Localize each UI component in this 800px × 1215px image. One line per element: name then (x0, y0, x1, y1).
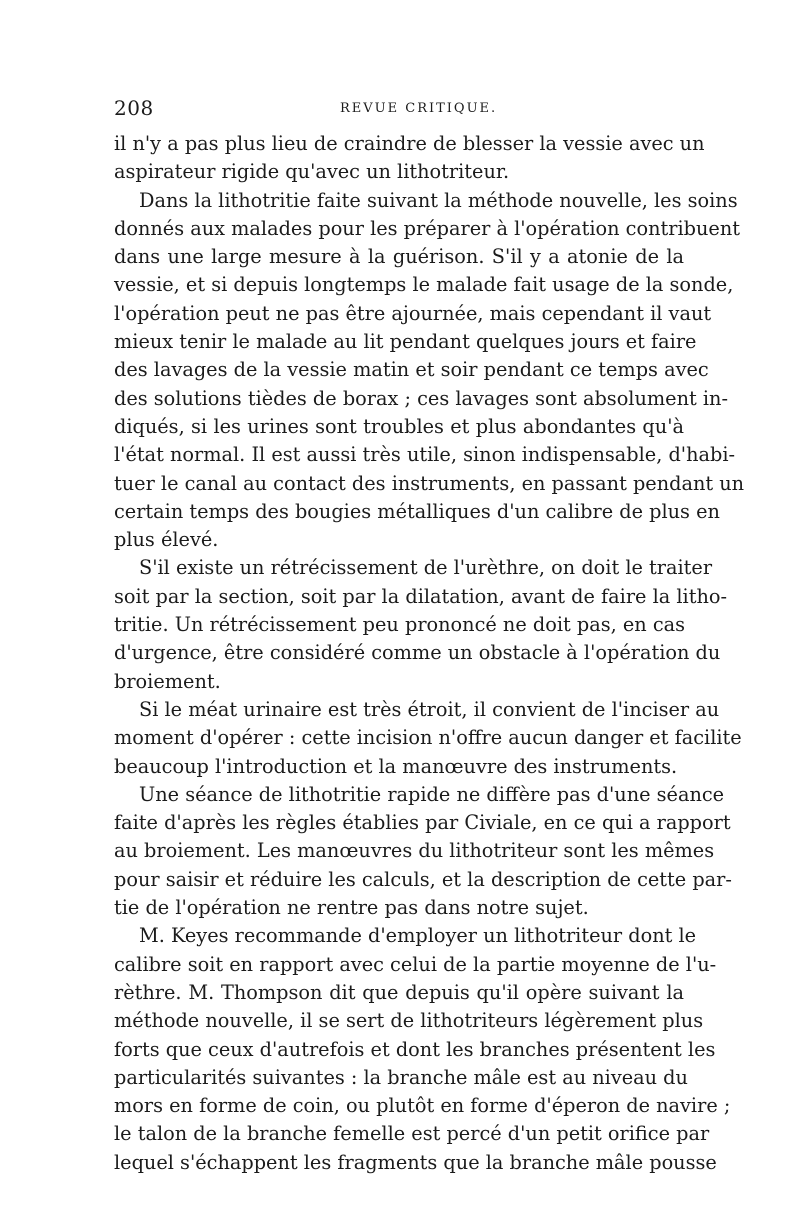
page-header (114, 96, 684, 130)
text-line: Si le méat urinaire est très étroit, il convient de l'inciser au (139, 697, 720, 721)
document-page (114, 96, 745, 1177)
text-line: donnés aux malades pour les préparer à l'opération contribuent (114, 216, 740, 240)
text-line: méthode nouvelle, il se sert de lithotriteurs légèrement plus (114, 1009, 704, 1033)
text-line: diqués, si les urines sont troubles et plus abondantes qu'à (114, 414, 684, 438)
text-line: calibre soit en rapport avec celui de la partie moyenne de l'u- (114, 952, 717, 976)
text-line: S'il existe un rétrécissement de l'urèthre, on doit le traiter (139, 556, 713, 580)
text-line: certain temps des bougies métalliques d'un calibre de plus en (114, 499, 720, 523)
text-line: Dans la lithotritie faite suivant la méthode nouvelle, les soins (139, 188, 738, 212)
text-line: mors en forme de coin, ou plutôt en forme d'éperon de navire ; (114, 1094, 731, 1118)
text-line: beaucoup l'introduction et la manœuvre des instruments. (114, 754, 678, 778)
text-line: tuer le canal au contact des instruments, en passant pendant un (114, 471, 745, 495)
text-line: l'état normal. Il est aussi très utile, sinon indispensable, d'habi- (114, 443, 736, 467)
text-line: faite d'après les règles établies par Civiale, en ce qui a rapport (114, 811, 731, 835)
text-line: broiement. (114, 669, 221, 693)
text-line: vessie, et si depuis longtemps le malade fait usage de la sonde, (114, 273, 734, 297)
text-line: moment d'opérer : cette incision n'offre aucun danger et facilite (114, 726, 742, 750)
text-line: le talon de la branche femelle est percé d'un petit orifice par (114, 1122, 710, 1146)
text-line: dans une large mesure à la guérison. S'il y a atonie de la (114, 245, 684, 269)
text-line: il n'y a pas plus lieu de craindre de blesser la vessie avec un (114, 132, 705, 155)
text-line: au broiement. Les manœuvres du lithotriteur sont les mêmes (114, 839, 715, 863)
text-line: rèthre. M. Thompson dit que depuis qu'il opère suivant la (114, 980, 684, 1004)
text-line: M. Keyes recommande d'employer un lithotriteur dont le (139, 924, 697, 948)
text-line: soit par la section, soit par la dilatation, avant de faire la litho- (114, 584, 727, 608)
running-title: REVUE CRITIQUE. (340, 101, 498, 116)
text-line: aspirateur rigide qu'avec un lithotriteur. (114, 160, 510, 184)
text-line: mieux tenir le malade au lit pendant quelques jours et faire (114, 330, 697, 354)
text-line: pour saisir et réduire les calculs, et la description de cette par- (114, 867, 732, 891)
text-line: d'urgence, être considéré comme un obstacle à l'opération du (114, 641, 721, 665)
text-line: plus élevé. (114, 528, 219, 552)
text-line: des solutions tièdes de borax ; ces lavages sont absolument in- (114, 386, 728, 410)
text-line: Une séance de lithotritie rapide ne diffère pas d'une séance (139, 782, 725, 806)
text-line: tie de l'opération ne rentre pas dans notre sujet. (114, 896, 589, 920)
text-line: des lavages de la vessie matin et soir pendant ce temps avec (114, 358, 709, 382)
text-line: l'opération peut ne pas être ajournée, mais cependant il vaut (114, 301, 712, 325)
text-line: particularités suivantes : la branche mâle est au niveau du (114, 1065, 688, 1089)
body-text (114, 130, 745, 1177)
text-line: forts que ceux d'autrefois et dont les branches présentent les (114, 1037, 716, 1061)
text-line: lequel s'échappent les fragments que la branche mâle pousse (114, 1150, 717, 1174)
page-number: 208 (114, 96, 154, 120)
text-line: tritie. Un rétrécissement peu prononcé ne doit pas, en cas (114, 613, 686, 637)
